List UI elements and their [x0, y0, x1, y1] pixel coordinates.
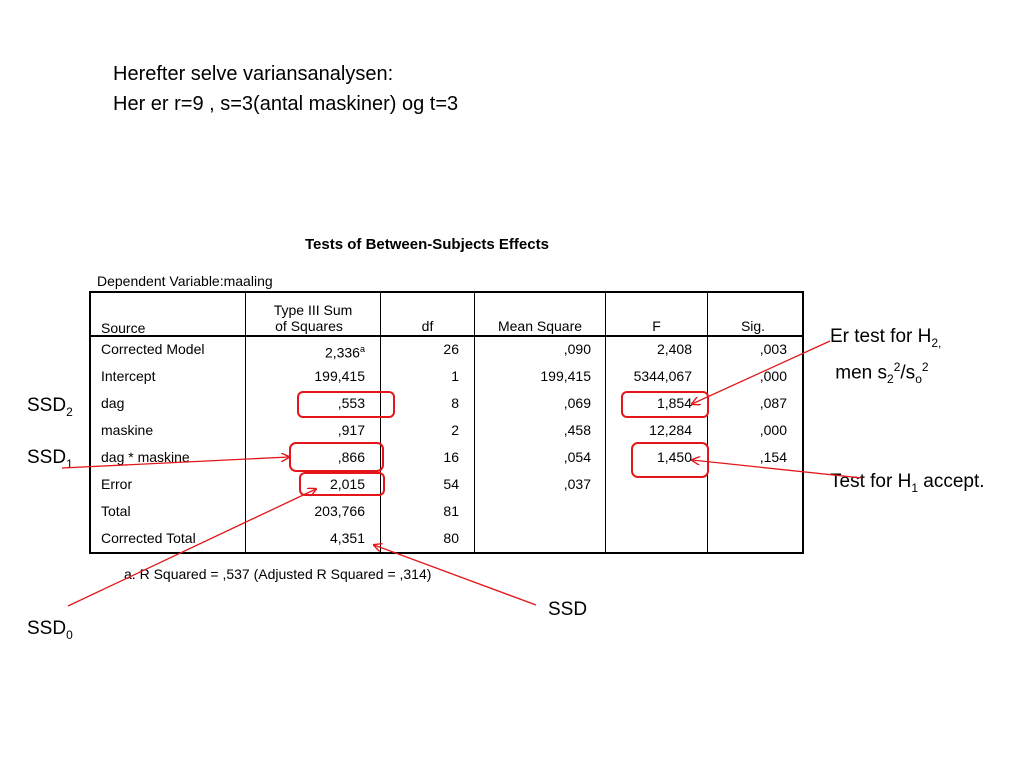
- ssd-label: SSD: [548, 599, 588, 620]
- h2-note-text: Er test for H: [830, 326, 932, 347]
- footnote-marker: a: [359, 344, 365, 354]
- cell-mean-square-value: ,090: [563, 341, 591, 357]
- ssd2-label-sub: 2: [66, 404, 73, 419]
- arrow-ssd1: [62, 457, 289, 468]
- cell-sum-of-squares-value: 2,015: [329, 476, 365, 492]
- cell-source-value: Error: [101, 476, 133, 492]
- h1-note-sub: 1: [911, 480, 918, 495]
- cell-mean-square-value: ,037: [563, 476, 591, 492]
- ssd2-label-base: SSD: [27, 395, 67, 416]
- header-ss-line2: of Squares: [275, 318, 343, 334]
- highlight-box-dag-f: [622, 392, 708, 417]
- highlight-box-interaction-ss: [290, 443, 383, 471]
- h2-note2-sup2: 2: [921, 360, 929, 374]
- ssd0-label-base: SSD: [27, 618, 67, 639]
- arrow-h1: [692, 460, 862, 478]
- cell-df-value: 54: [443, 476, 459, 492]
- arrow-ssd: [374, 545, 536, 605]
- highlight-box-error-ss: [300, 473, 384, 495]
- ssd1-label-base: SSD: [27, 447, 67, 468]
- cell-f-value: 5344,067: [633, 368, 692, 384]
- cell-sig-value: ,000: [759, 368, 787, 384]
- cell-source-value: Corrected Model: [101, 341, 205, 357]
- header-sig: Sig.: [740, 318, 766, 334]
- ssd0-label-sub: 0: [66, 627, 73, 642]
- cell-f-value: 2,408: [656, 341, 692, 357]
- cell-sum-of-squares-value: 203,766: [314, 503, 365, 519]
- dependent-variable-label: Dependent Variable:maaling: [97, 273, 273, 289]
- h1-note-text: Test for H: [830, 471, 912, 492]
- header-ss-line1: Type III Sum: [273, 302, 353, 318]
- cell-sum-of-squares-value: ,866: [337, 449, 365, 465]
- table-footnote: a. R Squared = ,537 (Adjusted R Squared = ,314): [124, 566, 432, 582]
- cell-source-value: Intercept: [101, 368, 156, 384]
- ssd1-label-sub: 1: [66, 456, 73, 471]
- cell-mean-square-value: ,458: [563, 422, 591, 438]
- cell-source-value: Corrected Total: [101, 530, 196, 546]
- h2-note2-sub2: o: [915, 372, 922, 387]
- cell-sig-value: ,000: [759, 422, 787, 438]
- heading-line-1: Herefter selve variansanalysen:: [113, 63, 394, 85]
- header-source: Source: [101, 320, 146, 336]
- h2-note-sub: 2,: [931, 335, 942, 350]
- cell-source-value: Total: [101, 503, 131, 519]
- cell-source-value: dag * maskine: [101, 449, 190, 465]
- cell-df-value: 1: [451, 368, 459, 384]
- cell-sum-of-squares-value: 199,415: [314, 368, 365, 384]
- cell-f-value: 12,284: [649, 422, 692, 438]
- cell-sum-of-squares-value: 2,336: [324, 344, 360, 361]
- cell-df-value: 80: [443, 530, 459, 546]
- table-title: Tests of Between-Subjects Effects: [305, 236, 549, 253]
- cell-sig-value: ,003: [759, 341, 787, 357]
- arrow-h2: [692, 341, 830, 404]
- cell-sig-value: ,154: [759, 449, 787, 465]
- header-mean-square: Mean Square: [497, 318, 583, 334]
- cell-df-value: 2: [451, 422, 459, 438]
- cell-source-value: maskine: [101, 422, 154, 438]
- header-df: df: [421, 318, 434, 334]
- header-f: F: [652, 318, 661, 334]
- arrow-ssd0: [68, 489, 316, 606]
- cell-sum-of-squares-value: 4,351: [329, 530, 365, 546]
- cell-mean-square-value: ,069: [563, 395, 591, 411]
- cell-mean-square-value: ,054: [563, 449, 591, 465]
- h2-note2-sup: 2: [893, 360, 901, 374]
- cell-df-value: 26: [443, 341, 459, 357]
- cell-sum-of-squares-value: ,553: [337, 395, 365, 411]
- h2-note2-mid: /s: [900, 362, 916, 384]
- cell-source-value: dag: [101, 395, 125, 411]
- cell-df-value: 16: [443, 449, 459, 465]
- cell-f-value: 1,854: [656, 395, 692, 411]
- h1-note-post: accept.: [918, 471, 985, 492]
- cell-df-value: 8: [451, 395, 459, 411]
- cell-f-value: 1,450: [656, 449, 692, 465]
- h2-note2-text: men s: [830, 362, 888, 384]
- highlight-box-dag-ss: [298, 392, 394, 417]
- cell-sig-value: ,087: [759, 395, 787, 411]
- h2-note2-sub: 2: [887, 372, 894, 387]
- heading-line-2: Her er r=9 , s=3(antal maskiner) og t=3: [113, 93, 459, 115]
- cell-sum-of-squares-value: ,917: [337, 422, 365, 438]
- cell-mean-square-value: 199,415: [540, 368, 591, 384]
- cell-df-value: 81: [443, 503, 459, 519]
